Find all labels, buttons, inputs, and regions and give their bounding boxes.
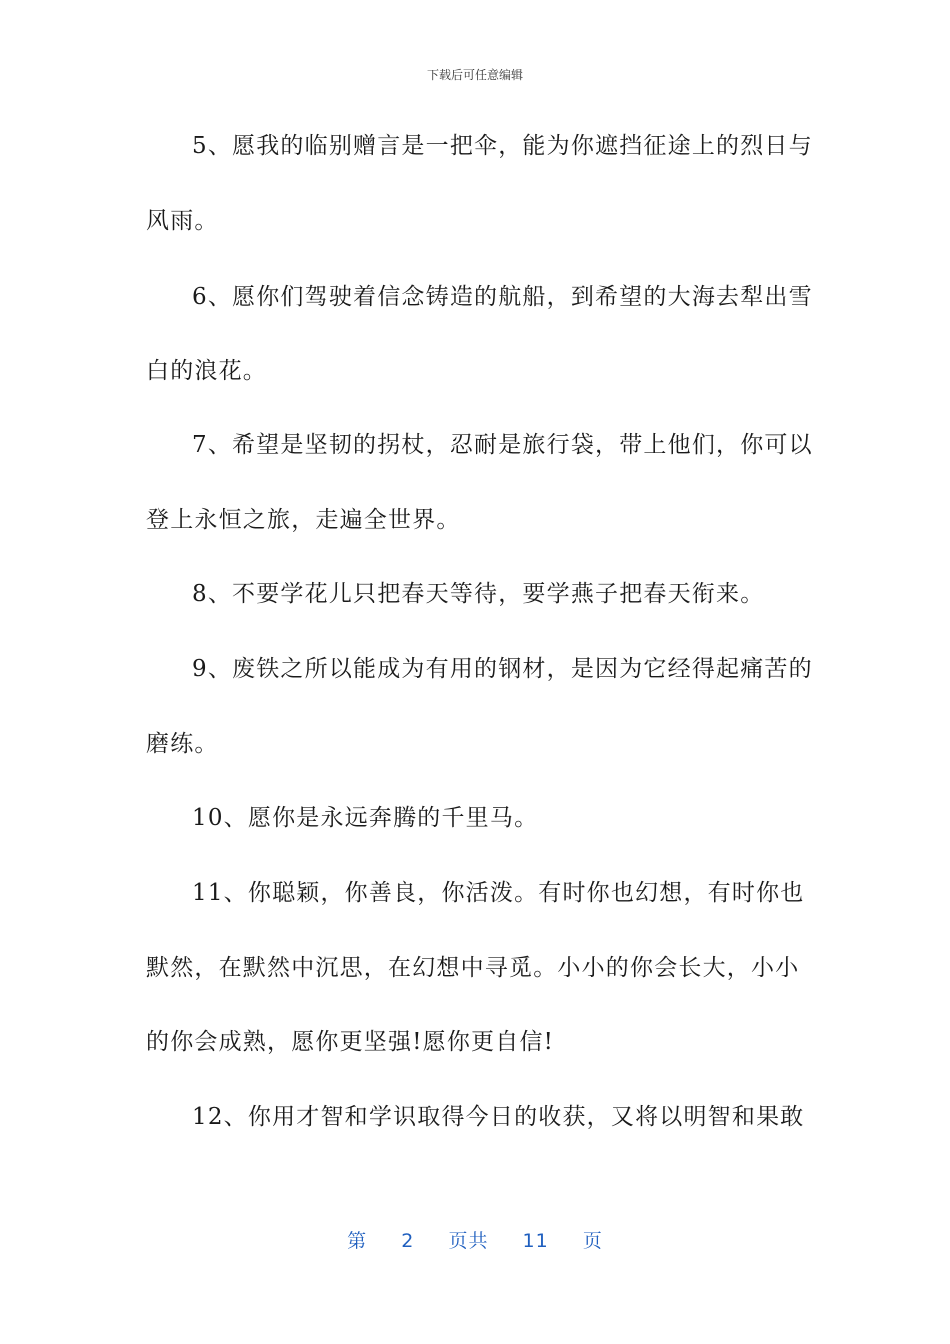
paragraph-line: 12、你用才智和学识取得今日的收获，又将以明智和果敢 <box>192 1104 805 1130</box>
paragraph-line: 5、愿我的临别赠言是一把伞，能为你遮挡征途上的烈日与 <box>192 133 813 159</box>
paragraph-line: 白的浪花。 <box>146 358 267 384</box>
paragraph-line: 登上永恒之旅，走遍全世界。 <box>146 507 461 533</box>
paragraph-line: 6、愿你们驾驶着信念铸造的航船，到希望的大海去犁出雪 <box>192 284 813 310</box>
paragraph-line: 默然，在默然中沉思，在幻想中寻觅。小小的你会长大，小小 <box>146 955 800 981</box>
page-footer <box>0 1226 950 1253</box>
footer-prefix: 第 <box>347 1230 368 1252</box>
footer-total-pages: 11 <box>522 1230 549 1252</box>
paragraph-line: 8、不要学花儿只把春天等待，要学燕子把春天衔来。 <box>192 581 765 607</box>
paragraph-line: 9、废铁之所以能成为有用的钢材，是因为它经得起痛苦的 <box>192 656 813 682</box>
paragraph-line: 的你会成熟，愿你更坚强!愿你更自信! <box>146 1029 555 1055</box>
footer-suffix: 页 <box>582 1230 603 1252</box>
paragraph-line: 风雨。 <box>146 208 219 234</box>
paragraph-line: 7、希望是坚韧的拐杖，忍耐是旅行袋，带上他们，你可以 <box>192 432 813 458</box>
page-header-note: 下载后可任意编辑 <box>426 68 523 82</box>
paragraph-line: 11、你聪颖，你善良，你活泼。有时你也幻想，有时你也 <box>192 880 805 906</box>
footer-middle: 页共 <box>448 1230 489 1252</box>
paragraph-line: 磨练。 <box>146 731 219 757</box>
paragraph-line: 10、愿你是永远奔腾的千里马。 <box>192 805 539 831</box>
footer-page-number: 2 <box>401 1230 415 1252</box>
